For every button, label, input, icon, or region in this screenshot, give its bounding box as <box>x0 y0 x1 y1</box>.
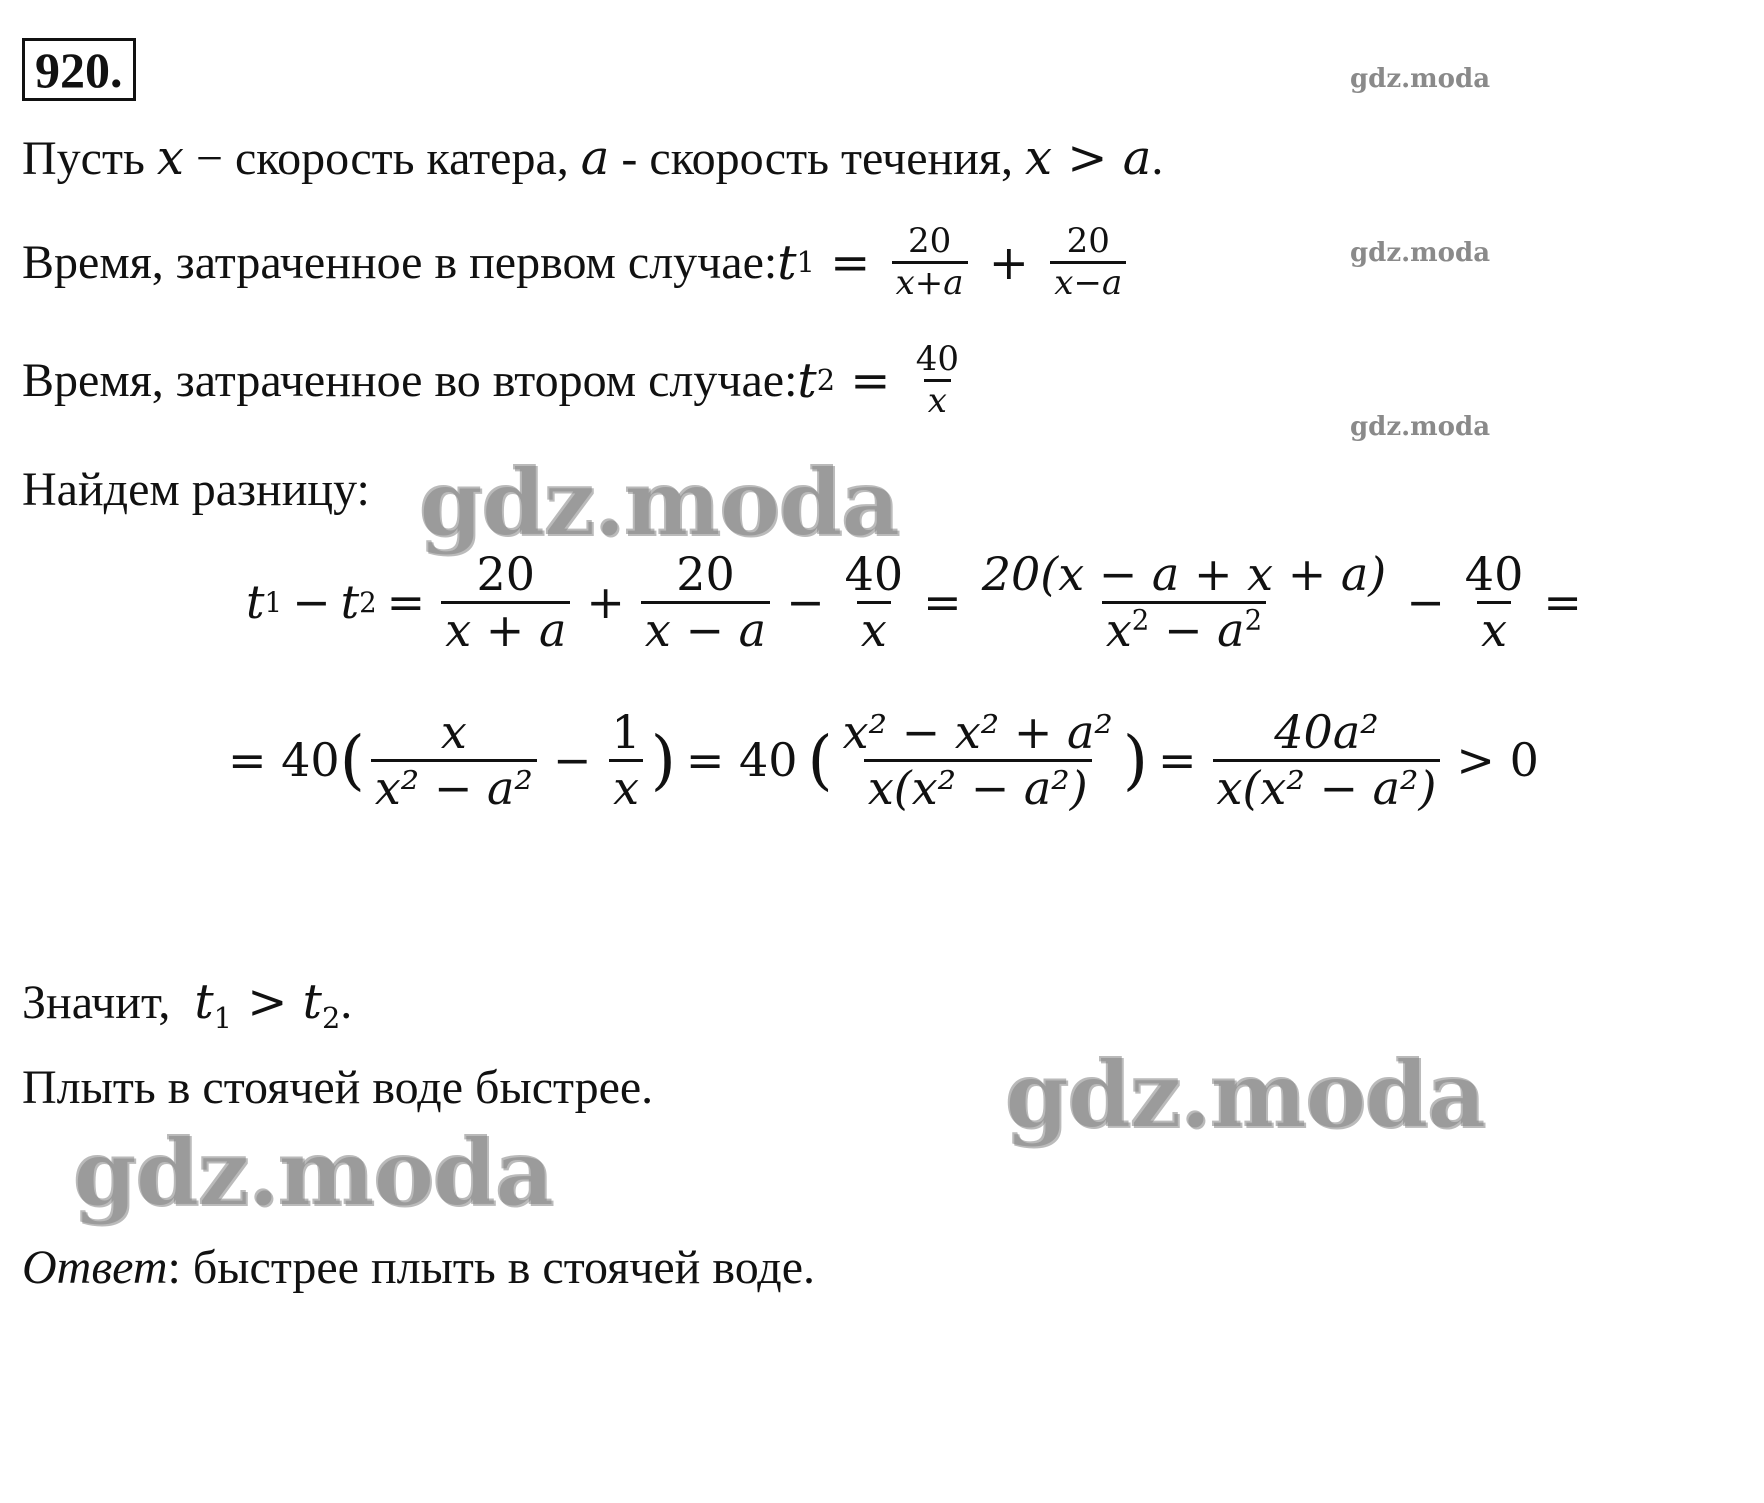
watermark-small-1: gdz.moda <box>1350 64 1491 94</box>
answer-label: Ответ <box>22 1241 168 1294</box>
subscript: 2 <box>816 363 836 398</box>
var-t: t <box>340 575 360 630</box>
var-a: a <box>580 130 610 186</box>
numerator: 40 <box>915 339 960 379</box>
term: x <box>1105 602 1132 657</box>
denominator: x + a <box>441 601 570 657</box>
greater-than: > <box>231 974 303 1030</box>
find-difference: Найдем разницу: <box>22 463 370 516</box>
fraction <box>841 548 908 657</box>
fraction <box>912 340 963 421</box>
denominator <box>1102 601 1266 657</box>
denominator: x <box>1477 601 1511 657</box>
equals: = <box>1543 575 1582 630</box>
watermark-small-2: gdz.moda <box>1350 238 1491 268</box>
text-part: Пусть <box>22 132 157 185</box>
answer-line <box>22 1241 816 1294</box>
fraction <box>978 548 1391 657</box>
superscript: 2 <box>1131 603 1150 637</box>
equals: = <box>814 234 886 291</box>
statement-line <box>22 130 1164 186</box>
minus: − <box>292 575 331 630</box>
var-t: t <box>246 575 265 630</box>
time-first-case <box>22 222 1132 303</box>
denominator: x <box>857 601 891 657</box>
denominator: x <box>609 759 643 815</box>
numerator: x² − x² + a² <box>842 705 1113 759</box>
text-part: . <box>1151 132 1164 185</box>
watermark-big-1: gdz.moda <box>418 448 898 556</box>
equals: = <box>386 575 426 630</box>
numerator: 40 <box>844 547 904 601</box>
var-t: t <box>797 352 817 409</box>
equals: = <box>1158 733 1197 788</box>
fraction <box>607 706 644 815</box>
var-t: t <box>777 234 797 291</box>
numerator: 20 <box>1066 221 1110 261</box>
equation-simplified <box>228 706 1549 815</box>
time-second-case <box>22 340 969 421</box>
var-x: x <box>156 130 184 186</box>
denominator: x(x² − a²) <box>1213 759 1441 815</box>
minus: − <box>552 733 592 788</box>
answer-text: : быстрее плыть в стоячей воде. <box>167 1241 816 1294</box>
watermark-big-2: gdz.moda <box>1004 1040 1484 1148</box>
numerator: 40 <box>1464 547 1524 601</box>
watermark-small-3: gdz.moda <box>1350 412 1491 442</box>
numerator: 40a² <box>1274 705 1379 759</box>
text-part: Значит, <box>22 976 195 1029</box>
left-paren: ( <box>339 722 365 798</box>
numerator: 20 <box>907 221 952 261</box>
fraction <box>371 706 537 815</box>
numerator: 1 <box>611 705 641 759</box>
subscript: 1 <box>213 1001 232 1036</box>
watermark-big-3: gdz.moda <box>72 1118 552 1226</box>
minus: − <box>786 575 825 630</box>
fraction <box>641 548 770 657</box>
fraction <box>1461 548 1528 657</box>
equals: = <box>835 352 906 409</box>
subscript: 1 <box>796 245 815 280</box>
text-part: - скорость течения, <box>609 132 1025 185</box>
text-part: Время, затраченное во втором случае: <box>22 353 798 407</box>
fraction <box>1213 706 1441 815</box>
right-paren: ) <box>1122 722 1148 798</box>
subscript: 2 <box>359 585 377 619</box>
minus: − <box>1406 575 1445 630</box>
equals-40: = 40 <box>685 733 798 788</box>
subscript: 2 <box>321 1001 341 1036</box>
problem-number: 920. <box>22 38 136 101</box>
plus: + <box>586 575 625 630</box>
condition: x > a <box>1024 130 1152 186</box>
superscript: 2 <box>1244 603 1263 637</box>
text-part: Время, затраченное в первом случае: <box>22 235 778 289</box>
numerator: 20 <box>476 547 536 601</box>
subscript: 1 <box>264 585 283 619</box>
right-paren: ) <box>650 722 676 798</box>
greater-than-zero: > 0 <box>1456 733 1539 788</box>
denominator: x+a <box>892 261 968 303</box>
fraction <box>441 548 570 657</box>
numerator: x <box>440 705 467 759</box>
var-t: t <box>194 974 214 1030</box>
equals-40: = 40 <box>228 733 340 788</box>
left-paren: ( <box>807 722 833 798</box>
var-t: t <box>302 974 322 1030</box>
fraction <box>892 222 968 303</box>
term: − a <box>1149 602 1245 657</box>
numerator: 20 <box>676 547 735 601</box>
equals: = <box>923 575 962 630</box>
denominator: x(x² − a²) <box>864 759 1092 815</box>
denominator: x − a <box>641 601 770 657</box>
result-line: Плыть в стоячей воде быстрее. <box>22 1061 654 1114</box>
text-part: − скорость катера, <box>183 132 581 185</box>
fraction <box>1050 222 1126 303</box>
numerator: 20(x − a + x + a) <box>981 547 1387 601</box>
text-part: . <box>340 976 353 1029</box>
equation-difference <box>246 548 1592 657</box>
fraction <box>839 706 1117 815</box>
denominator: x² − a² <box>371 759 537 815</box>
conclusion-line <box>22 974 353 1036</box>
denominator: x <box>924 379 951 421</box>
denominator: x−a <box>1050 261 1126 303</box>
plus: + <box>973 234 1045 291</box>
